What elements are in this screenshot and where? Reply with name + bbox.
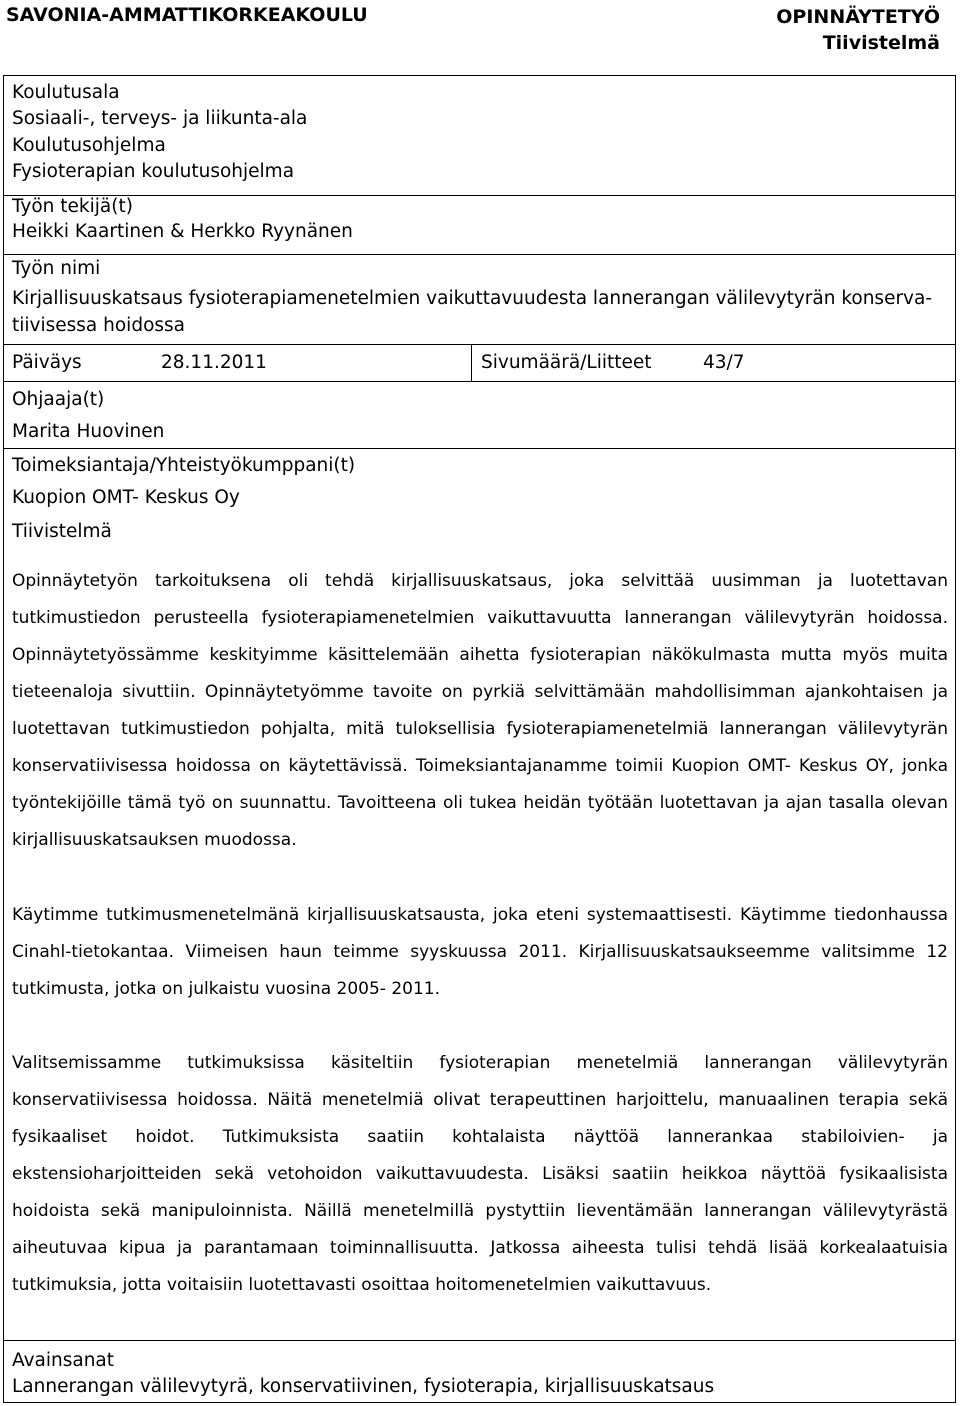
koulutusohjelma-label: Koulutusohjelma — [12, 135, 166, 156]
abstract-paragraph — [12, 1045, 948, 1304]
divider — [4, 195, 955, 196]
divider — [4, 344, 955, 345]
nimi-value-line1: Kirjallisuuskatsaus fysioterapiamenetelmien vaikuttavuudesta lannerangan välilevytyrän konserva- — [12, 288, 933, 309]
abstract-paragraph — [12, 897, 948, 1008]
nimi-label: Työn nimi — [12, 258, 101, 279]
koulutusala-label: Koulutusala — [12, 82, 120, 103]
document-type — [776, 4, 940, 56]
document-type-title: OPINNÄYTETYÖ — [776, 6, 940, 28]
divider — [471, 344, 472, 381]
abstract-paragraph-1: Opinnäytetyön tarkoituksena oli tehdä kirjallisuuskatsaus, joka selvittää uusimman ja luotettavan tutkimustiedon perusteella fysioterapiamenetelmien vaikuttavuutta lannerangan välilevytyrän hoidossa. Opinnäytetyössämme keskityimme käsittelemään aihetta fysioterapian näkökulmasta mutta myös muita tieteenaloja sivuttiin. Opinnäytetyömme tavoite on pyrkiä selvittämään mahdollisimman ajankohtaisen ja luotettavan tutkimustiedon pohjalta, mitä tuloksellisia fysioterapiamenetelmiä lannerangan välilevytyrän konservatiivisessa hoidossa on käytettävissä. Toimeksiantajanamme toimii Kuopion OMT- Keskus OY, jonka työntekijöille tämä työ on suunnattu. Tavoitteena oli tukea heidän työtään luotettavan ja ajan tasalla olevan kirjallisuuskatsauksen muodossa. — [12, 571, 948, 850]
divider — [4, 448, 955, 449]
ohjaaja-value: Marita Huovinen — [12, 421, 165, 442]
divider — [4, 381, 955, 382]
koulutusala-value: Sosiaali-, terveys- ja liikunta-ala — [12, 108, 308, 129]
nimi-value-line2: tiivisessa hoidossa — [12, 315, 185, 336]
abstract-paragraph — [12, 563, 948, 859]
toimeksiantaja-value: Kuopion OMT- Keskus Oy — [12, 487, 240, 508]
abstract-paragraph-3: Valitsemissamme tutkimuksissa käsiteltiin fysioterapian menetelmiä lannerangan välilevytyrän konservatiivisessa hoidossa. Näitä menetelmiä olivat terapeuttinen harjoittelu, manuaalinen terapia sekä fysikaaliset hoidot. Tutkimuksista saatiin kohtalaista näyttöä lannerankaa stabiloivien- ja ekstensioharjoitteiden sekä vetohoidon vaikuttavuudesta. Lisäksi saatiin heikkoa näyttöä fysikaalisista hoidoista sekä manipuloinnista. Näillä menetelmillä pystyttiin lieventämään lannerangan välilevytyrästä aiheutuvaa kipua ja parantamaan toiminnallisuutta. Jatkossa aiheesta tulisi tehdä lisää korkealaatuisia tutkimuksia, jotta voitaisiin luotettavasti osoittaa hoitomenetelmien vaikuttavuus. — [12, 1053, 948, 1295]
tekija-value: Heikki Kaartinen & Herkko Ryynänen — [12, 221, 353, 242]
paivays-label: Päiväys — [12, 352, 82, 373]
divider — [4, 1340, 955, 1341]
sivumaara-label: Sivumäärä/Liitteet — [481, 352, 652, 373]
document-type-subtitle: Tiivistelmä — [822, 32, 940, 54]
divider — [4, 254, 955, 255]
keywords-value: Lannerangan välilevytyrä, konservatiivinen, fysioterapia, kirjallisuuskatsaus — [12, 1376, 715, 1397]
school-name: SAVONIA-AMMATTIKORKEAKOULU — [6, 4, 368, 26]
koulutusohjelma-value: Fysioterapian koulutusohjelma — [12, 161, 295, 182]
ohjaaja-label: Ohjaaja(t) — [12, 389, 105, 410]
keywords-label: Avainsanat — [12, 1350, 115, 1371]
abstract-form — [3, 75, 956, 1403]
tiivistelma-label: Tiivistelmä — [12, 521, 112, 542]
paivays-value: 28.11.2011 — [161, 352, 267, 373]
sivumaara-value: 43/7 — [703, 352, 745, 373]
abstract-paragraph-2: Käytimme tutkimusmenetelmänä kirjallisuuskatsausta, joka eteni systemaattisesti. Käytimme tiedonhaussa Cinahl-tietokantaa. Viimeisen haun teimme syyskuussa 2011. Kirjallisuuskatsaukseemme valitsimme 12 tutkimusta, jotka on julkaistu vuosina 2005- 2011. — [12, 905, 948, 999]
toimeksiantaja-label: Toimeksiantaja/Yhteistyökumppani(t) — [12, 455, 356, 476]
tekija-label: Työn tekijä(t) — [12, 196, 133, 217]
